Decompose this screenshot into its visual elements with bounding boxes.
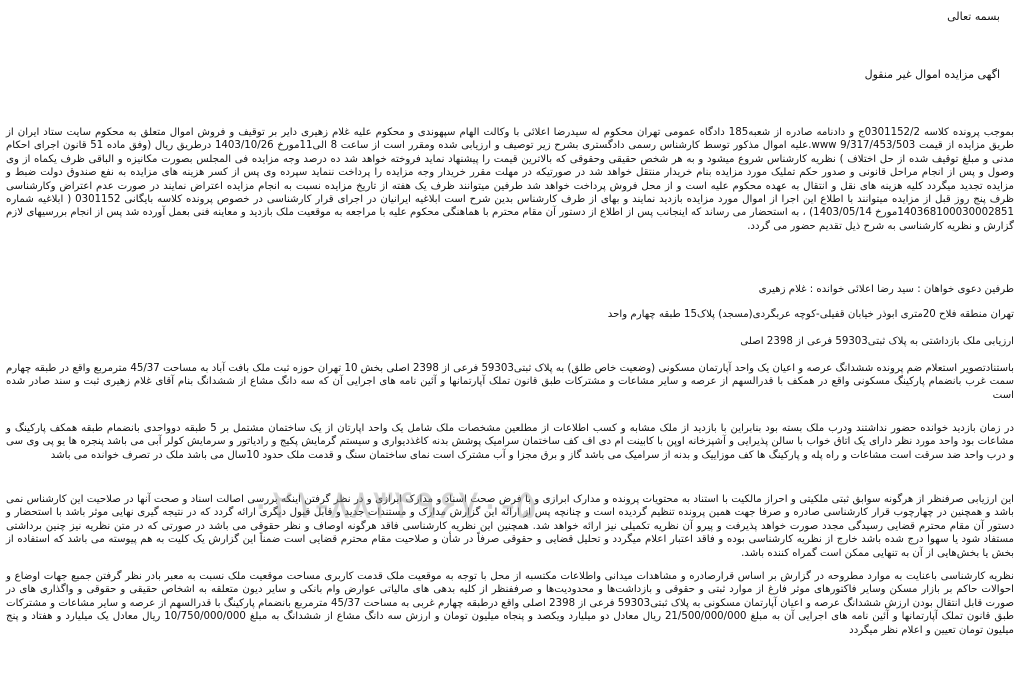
disclaimer-paragraph: این ارزیابی صرفنظر از هرگونه سوابق ثبتی ملکیتی و احراز مالکیت با استناد به محتویات پرونده و مدارک ابرازی و با فرض صحت اسناد و مدارک ابرازی و در نظر گرفتن اینکه بررسی اصالت اسناد و صحت آنها در صلاحیت این کارشناس نمی باشد و همچنین در چهارچوب قرار کارشناسی صادره و صرفا جهت همین پرونده تنظیم گردیده است و چنانچه پس از ارائه این گزارش مدارک و مستندات جدید و قابل قبول دیگری ارائه گردد که در نتیجه گیری نهایی موثر باشد با استحضار و دستور آن مقام محترم قضایی رسیدگی مجدد صورت خواهد پذیرفت و پیرو آن نظریه تکمیلی نیز ارائه خواهد شد. همچنین این نظریه کارشناسی فاقد هرگونه اوصاف و نظر حقوقی می باشد در صورتی که در متن نظریه نیز چنین برداشتی مستفاد شود یا سهوا درج شده باشد خارج از نظریه کارشناسی بوده و فاقد اعتبار اعلام میگردد و تحلیل قضایی و حقوقی صرفاً در شأن و صلاحیت مقام محترم قضایی است ضمناً این گزارش یک کلیت به هم پیوسته می باشد که استفاده از بخش یا بخش‌هایی از آن به تنهایی ممکن است گمراه کننده باشد.	[6, 494, 1014, 559]
case-intro-paragraph: بموجب پرونده کلاسه 0301152/2ج و دادنامه صادره از شعبه185 دادگاه عمومی تهران محکوم له سیدرضا اعلائی با وکالت الهام سپهوندی و محکوم علیه غلام زهیری دایر بر توقیف و فروش اموال متعلق به محکوم سایت ستاد ایران از طریق مزایده از قیمت 9/317/453/503 www.علیه اموال مذکور توسط کارشناس رسمی دادگستری بشرح زیر توصیف و ارزیابی شده ومقرر است از ساعت 8 الی11مورخ 1403/10/26 درطریق ریال (وفق ماده 51 قانون اجرای احکام مدنی و مبلغ توقیف شده از حل اختلاف ) نظریه کارشناس شروع میشود و به هر شخص حقیقی وحقوقی که بالاترین قیمت را پیشنهاد نماید فروخته خواهد شد ده درصد وجه مزایده فی المجلس بصورت مکانیزه و الباقی ظرف یکماه از وی وصول و پس از انجام مراحل قانونی و صدور حکم تملیک مورد مزایده بنام خریدار منتقل خواهد شد در صورتیکه در مهلت مقرر خریدار وجه مزایده را پرداخت ننماید سپرده وی پس از کسر هزینه های مزایده به نفع صندوق دولت ضبط و مزایده تجدید میگردد کلیه هزینه های نقل و انتقال به عهده محکوم علیه است و از محل فروش پرداخت خواهد شد طرفین میتوانند ظرف یک هفته از تاریخ مزایده نسبت به انجام مزایده اعتراض نمایند در صورت عدم اعتراض وکارشناسی ظرف پنج روز قبل از مزایده میتوانند با اطلاع این اجرا از اموال مورد مزایده بازدید نمایند و بهای از طرف کارشناس بدین شرح است ابلاغیه ایرانیان در اجرای قرار کارشناسی در خصوص پرونده کلاسه بایگانی 0301152 ( ابلاغیه شماره 140368100030002851مورخ 1403/05/14) ، به استحضار می رساند که اینجانب پس از اطلاع از دستور آن مقام محترم با هماهنگی محکوم علیه با مراجعه به موقعیت ملک بازدید و معاینه فنی بعمل آورده شد پس از انجام بررسیهای لازم گزارش و نظریه کارشناسی به شرح ذیل تقدیم حضور می گردد.	[6, 127, 1015, 232]
auction-notice-document	[6, 0, 1014, 680]
appraisal-subject-paragraph: ارزیابی ملک بازداشتی به پلاک ثبتی59303 فرعی از 2398 اصلی	[740, 336, 1014, 347]
expert-opinion-paragraph: نظریه کارشناسی باعنایت به موارد مطروحه در گزارش بر اساس قرارصادره و مشاهدات میدانی واطلاعات مکتسبه از محل با توجه به موقعیت ملک قدمت کاربری مساحت موقعیت ملک نسبت به معبر بادر نظر گرفتن جمیع جهات اوضاع و احوالات حاکم بر بازار مسکن وسایر فاکتورهای موثر فارغ از موارد ثبتی و حقوقی و بازداشت‌ها و محدودیت‌ها و صرففنظر از کلیه بدهی های مالیاتی عوارض وام بانکی و سایر دیون متعلقه به اشخاص حقیقی و حقوقی و واگذاری های در صورت قابل انتقال بودن ارزش ششدانگ عرصه و اعیان آپارتمان مسکونی به پلاک ثبتی59303 فرعی از 2398 اصلی واقع درطبقه چهارم غربی به مساحت 45/37 مترمربع بانضمام پارکینگ با قدرالسهم از عرصه و سایر مشاعات و مشترکات طبق قانون تملک آپارتمانها و آئین نامه های اجرایی آن به مبلغ 21/500/000/000 ریال معادل دو میلیارد ویکصد و پنجاه میلیون تومان و ارزش سه دانگ مشاع از ششدانگ به مبلغ 10/750/000/000 ریال معادل یک میلیارد و هفتاد و پنج میلیون تومان تعیین و اعلام نظر میگردد	[6, 571, 1015, 636]
inspection-description-paragraph: در زمان بازدید خوانده حضور نداشتند ودرب ملک بسته بود بنابراین با بازدید از ملک مشابه و کسب اطلاعات از مطلعین مشخصات ملک شامل یک واحد اپارتان از یک ساختمان مشتمل بر 5 طبقه دوواحدی بانضمام طبقه همکف پارکینگ و مشاعات بود واحد مورد نظر دارای یک اتاق خواب با سالن پذیرایی و آشپزخانه اوپن با کابینت ام دی اف کف ساختمان سرامیک پوشش بدنه کاغذدیواری و سیستم گرمایش پکیج و رادیاتور و سرمایش کولر آبی می باشد پنجره ها یو پی وی سی و درب واحد ضد سرقت است مشاعات و راه پله و پارکینگ ها کف موزاییک و بدنه از سرامیک می باشد گاز و برق مجزا و آب مشترک است نمای ساختمان سنگ و قدمت ملک حدود 10سال می باشد ملک در تصرف خوانده می باشد	[6, 423, 1014, 461]
watermark-text: ۰۲۱-۸۸۳۴۹۶۷۰-۵	[250, 482, 537, 528]
notice-title: اگهی مزایده اموال غیر منقول	[864, 68, 1000, 81]
litigants-paragraph: طرفین دعوی خواهان : سید رضا اعلائی خوانده : غلام زهیری	[758, 284, 1014, 295]
property-registration-paragraph: باستنادتصویر استعلام ضم پرونده ششدانگ عرصه و اعیان یک واحد آپارتمان مسکونی (وضعیت خاص طلق) به پلاک ثبتی59303 فرعی از 2398 اصلی بخش 10 تهران حوزه ثبت ملک بافت آباد به مساحت 45/37 مترمربع واقع در طبقه چهارم سمت غرب بانضمام پارکینگ مسکونی واقع در همکف با قدرالسهم از عرصه و سایر مشاعات و مشترکات طبق قانون تملک آپارتمانها و آئین نامه های اجرایی آن که سه دانگ مشاع از ششدانگ بنام آقای غلام زهیری ثبت و سند صادر شده است	[6, 363, 1014, 401]
address-paragraph: تهران منطقه فلاح 20متری ابوذر خیابان قفیلی-کوچه عربگردی(مسجد) پلاک15 طبقه چهارم واحد	[607, 309, 1014, 320]
bismillah-heading: بسمه تعالی	[947, 10, 1000, 23]
